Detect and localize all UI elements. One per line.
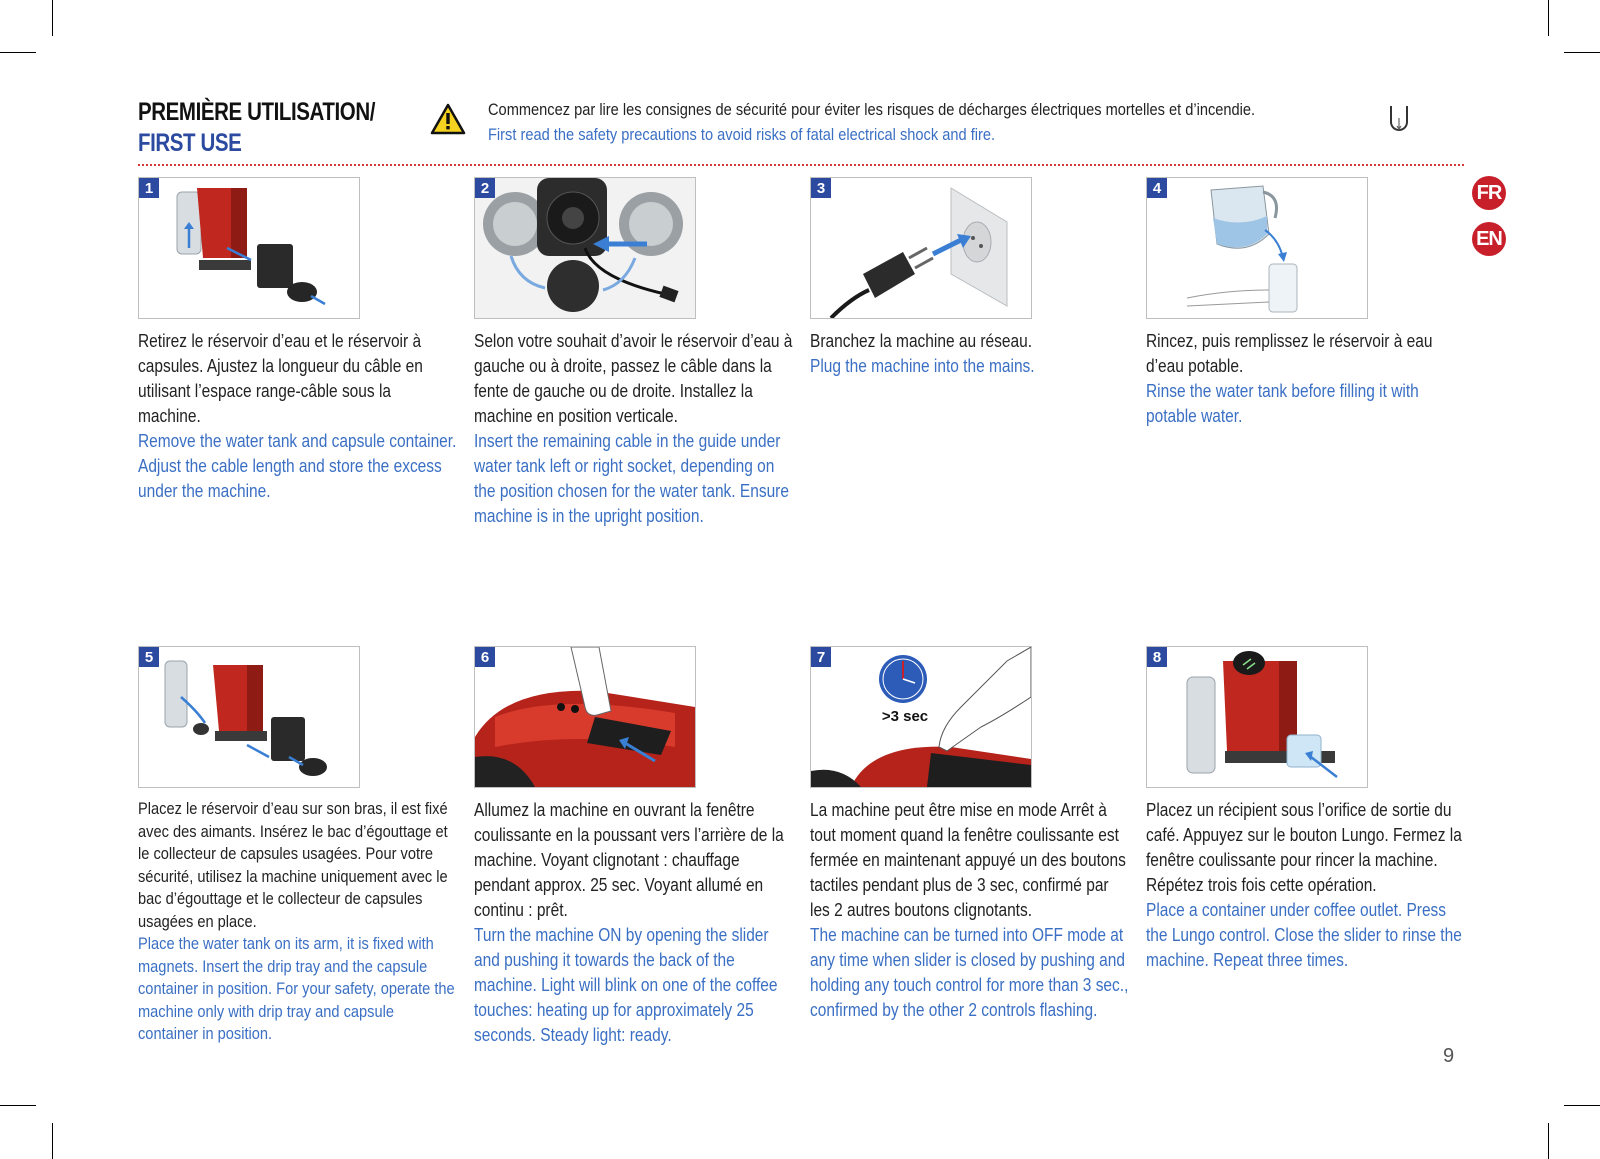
step-text [810, 798, 1130, 1023]
crop-mark [1548, 1123, 1549, 1159]
step-number: 1 [139, 178, 159, 198]
step-text-fr: Selon votre souhait d’avoir le réservoir d’eau à gauche ou à droite, passez le câble dans la fente de gauche ou de droite. Installez la machine en position verticale. [474, 331, 793, 426]
step-illustration [138, 177, 360, 319]
language-badge-en[interactable]: EN [1472, 222, 1506, 256]
step-illustration [474, 646, 696, 788]
rinse-machine-illustration [1147, 647, 1367, 787]
step-text-fr: Retirez le réservoir d’eau et le réservoir à capsules. Ajustez la longueur du câble en utilisant l’espace range-câble sous la machine. [138, 331, 423, 426]
safety-notice [488, 97, 1255, 147]
step-number: 7 [811, 647, 831, 667]
step-text-fr: La machine peut être mise en mode Arrêt à tout moment quand la fenêtre coulissante est fermée en maintenant appuyé un des boutons tactiles pendant plus de 3 sec, confirmé par les 2 autres boutons clignotants. [810, 800, 1126, 920]
crop-mark [52, 1123, 53, 1159]
step-number: 6 [475, 647, 495, 667]
step-number: 8 [1147, 647, 1167, 667]
step-text [1146, 798, 1466, 973]
page-title [138, 98, 427, 158]
crop-mark [0, 1105, 36, 1106]
warning-triangle-icon [430, 103, 466, 135]
safety-notice-en: First read the safety precautions to avoid risks of fatal electrical shock and fire. [488, 125, 996, 144]
step-text [810, 329, 1130, 379]
step-text [138, 798, 458, 1046]
step-text [474, 798, 794, 1048]
crop-mark [0, 52, 36, 53]
step-text-fr: Branchez la machine au réseau. [810, 331, 1033, 351]
step-text [1146, 329, 1466, 429]
step-text-en: Insert the remaining cable in the guide under water tank left or right socket, depending on the position chosen for the water tank. Ensure machine is in the upright position. [474, 431, 789, 526]
header-divider [138, 164, 1464, 166]
step-text-en: Place the water tank on its arm, it is fixed with magnets. Insert the drip tray and the capsule container in position. For your safety, operate the machine only with drip tray and capsule container in position. [138, 934, 455, 1043]
step-illustration [810, 646, 1032, 788]
crop-mark [52, 0, 53, 36]
step-text-en: Rinse the water tank before filling it with potable water. [1146, 381, 1419, 426]
step-illustration [474, 177, 696, 319]
cable-guide-illustration [475, 178, 695, 318]
step-number: 4 [1147, 178, 1167, 198]
duration-label: >3 sec [881, 708, 929, 725]
step-text-fr: Placez le réservoir d’eau sur son bras, il est fixé avec des aimants. Insérez le bac d’égouttage et le collecteur de capsules usagées. Pour votre sécurité, utilisez la machine uniquement avec le bac d’égouttage et le collecteur de capsules usagées en place. [138, 799, 448, 931]
step-text-fr: Allumez la machine en ouvrant la fenêtre coulissante en la poussant vers l’arrière de la machine. Voyant clignotant : chauffage pendant approx. 25 sec. Voyant allumé en continu : prêt. [474, 800, 784, 920]
step-number: 5 [139, 647, 159, 667]
plug-into-mains-illustration [811, 178, 1031, 318]
rinse-water-tank-illustration [1147, 178, 1367, 318]
step-number: 3 [811, 178, 831, 198]
step-number: 2 [475, 178, 495, 198]
hold-touch-control-illustration [811, 647, 1031, 787]
language-badge-fr[interactable]: FR [1472, 176, 1506, 210]
step-text [474, 329, 794, 529]
step-text-en: Turn the machine ON by opening the slider and pushing it towards the back of the machine. Light will blink on one of the coffee touches: heating up for approximately 25 seconds. Steady light: ready. [474, 925, 778, 1045]
crop-mark [1564, 52, 1600, 53]
step-illustration [1146, 646, 1368, 788]
open-slider-illustration [475, 647, 695, 787]
step-illustration [810, 177, 1032, 319]
u-machine-logo-icon [1388, 104, 1410, 134]
step-text-fr: Placez un récipient sous l’orifice de sortie du café. Appuyez sur le bouton Lungo. Fermez la fenêtre coulissante pour rincer la machine. Répétez trois fois cette opération. [1146, 800, 1462, 895]
step-text-en: The machine can be turned into OFF mode at any time when slider is closed by pushing and holding any touch control for more than 3 sec., confirmed by the other 2 controls flashing. [810, 925, 1129, 1020]
step-text-fr: Rincez, puis remplissez le réservoir à eau d’eau potable. [1146, 331, 1433, 376]
step-text-en: Plug the machine into the mains. [810, 356, 1035, 376]
title-french: PREMIÈRE UTILISATION/ [138, 98, 376, 126]
title-english: FIRST USE [138, 129, 242, 157]
step-illustration [1146, 177, 1368, 319]
machine-disassembly-illustration [139, 178, 359, 318]
page-number: 9 [1443, 1045, 1455, 1067]
crop-mark [1564, 1105, 1600, 1106]
crop-mark [1548, 0, 1549, 36]
step-illustration [138, 646, 360, 788]
step-text [138, 329, 458, 504]
step-text-en: Place a container under coffee outlet. Press the Lungo control. Close the slider to rinse the machine. Repeat three times. [1146, 900, 1462, 970]
step-text-en: Remove the water tank and capsule container. Adjust the cable length and store the excess under the machine. [138, 431, 457, 501]
machine-assembly-illustration [139, 647, 359, 787]
safety-notice-fr: Commencez par lire les consignes de sécurité pour éviter les risques de décharges électriques mortelles et d’incendie. [488, 100, 1256, 119]
